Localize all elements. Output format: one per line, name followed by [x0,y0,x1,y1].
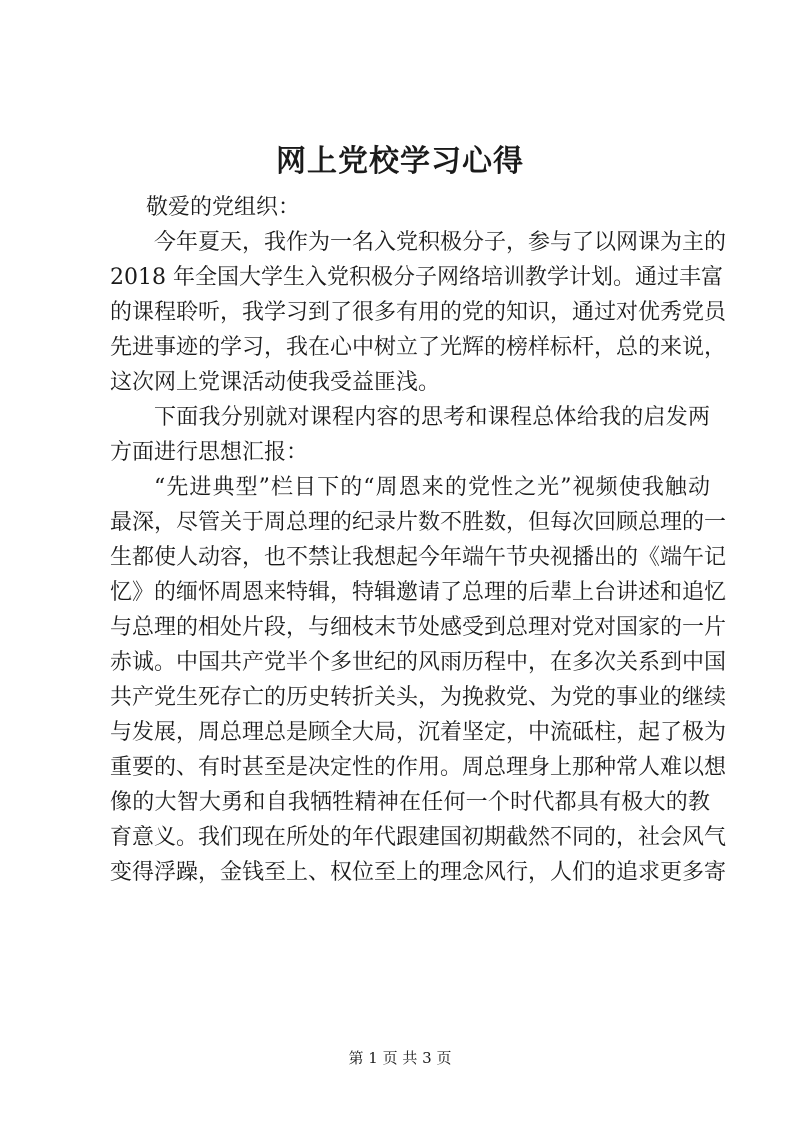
paragraph-line: 与总理的相处片段，与细枝末节处感受到总理对党对国家的一片 [110,615,727,640]
paragraph-line: 这次网上党课活动使我受益匪浅。 [110,370,441,395]
paragraph-line: 生都使人动容，也不禁让我想起今年端午节央视播出的《端午记 [110,545,727,570]
page-footer: 第 1 页 共 3 页 [348,1049,452,1067]
paragraph-line: 先进事迹的学习，我在心中树立了光辉的榜样标杆，总的来说， [110,335,727,360]
paragraph-line: 重要的、有时甚至是决定性的作用。周总理身上那种常人难以想 [110,755,727,780]
paragraph-line: 与发展，周总理总是顾全大局，沉着坚定，中流砥柱，起了极为 [110,720,727,745]
paragraph-line: 下面我分别就对课程内容的思考和课程总体给我的启发两 [154,405,710,430]
paragraph-line: 变得浮躁，金钱至上、权位至上的理念风行，人们的追求更多寄 [110,860,727,885]
paragraph-line: 忆》的缅怀周恩来特辑，特辑邀请了总理的后辈上台讲述和追忆 [110,580,727,605]
paragraph-line: 2018 年全国大学生入党积极分子网络培训教学计划。通过丰富 [110,265,723,290]
salutation: 敬爱的党组织： [146,195,301,220]
paragraph-line: 共产党生死存亡的历史转折关头，为挽救党、为党的事业的继续 [110,685,727,710]
paragraph-line: “先进典型”栏目下的“周恩来的党性之光”视频使我触动 [154,475,710,500]
paragraph-line: 方面进行思想汇报： [110,440,309,465]
paragraph-line: 的课程聆听，我学习到了很多有用的党的知识，通过对优秀党员 [110,300,727,325]
paragraph-line: 最深，尽管关于周总理的纪录片数不胜数，但每次回顾总理的一 [110,510,727,535]
document-body [110,190,727,890]
document-title: 网上党校学习心得 [276,144,524,179]
paragraph-line: 赤诚。中国共产党半个多世纪的风雨历程中，在多次关系到中国 [110,650,727,675]
paragraph-line: 育意义。我们现在所处的年代跟建国初期截然不同的，社会风气 [110,825,727,850]
paragraph-line: 今年夏天，我作为一名入党积极分子，参与了以网课为主的 [154,230,727,255]
paragraph-line: 像的大智大勇和自我牺牲精神在任何一个时代都具有极大的教 [110,790,710,815]
